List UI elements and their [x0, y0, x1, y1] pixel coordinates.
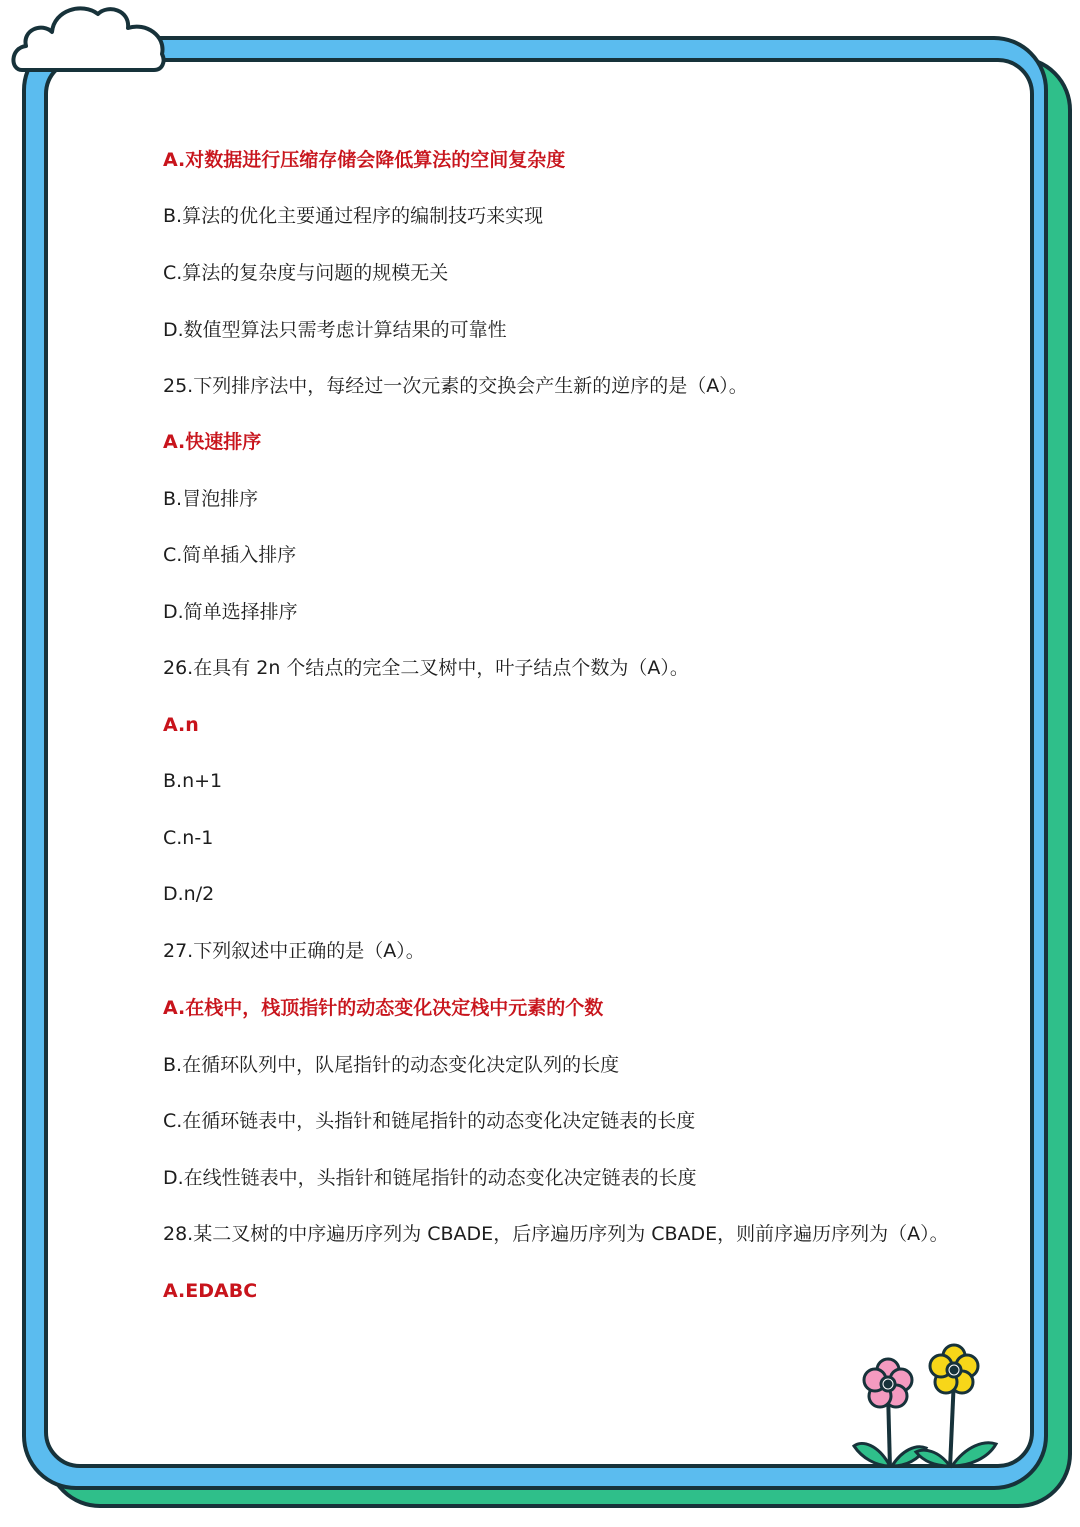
option-text: C.n-1 [163, 827, 214, 849]
answer-option: A.对数据进行压缩存储会降低算法的空间复杂度 [163, 149, 566, 171]
option-text: C.简单插入排序 [163, 544, 297, 566]
option-text: B.n+1 [163, 770, 223, 792]
option-text: B.算法的优化主要通过程序的编制技巧来实现 [163, 205, 544, 227]
option-text: C.算法的复杂度与问题的规模无关 [163, 262, 449, 284]
option-text: D.数值型算法只需考虑计算结果的可靠性 [163, 319, 507, 341]
question-text: 28.某二叉树的中序遍历序列为 CBADE，后序遍历序列为 CBADE，则前序遍历序列为（A）。 [163, 1223, 949, 1245]
question-text: 26.在具有 2n 个结点的完全二叉树中，叶子结点个数为（A）。 [163, 657, 689, 679]
option-text: D.n/2 [163, 883, 215, 905]
flowers-icon [850, 1340, 1010, 1475]
option-text: C.在循环链表中，头指针和链尾指针的动态变化决定链表的长度 [163, 1110, 696, 1132]
option-text: D.简单选择排序 [163, 601, 298, 623]
option-text: B.在循环队列中，队尾指针的动态变化决定队列的长度 [163, 1054, 620, 1076]
option-text: D.在线性链表中，头指针和链尾指针的动态变化决定链表的长度 [163, 1167, 697, 1189]
answer-option: A.快速排序 [163, 431, 262, 453]
answer-option: A.在栈中，栈顶指针的动态变化决定栈中元素的个数 [163, 997, 604, 1019]
option-text: B.冒泡排序 [163, 488, 259, 510]
cloud-icon [8, 0, 170, 78]
answer-option: A.EDABC [163, 1280, 258, 1302]
answer-option: A.n [163, 714, 199, 736]
question-text: 25.下列排序法中，每经过一次元素的交换会产生新的逆序的是（A）。 [163, 375, 748, 397]
question-text: 27.下列叙述中正确的是（A）。 [163, 940, 425, 962]
